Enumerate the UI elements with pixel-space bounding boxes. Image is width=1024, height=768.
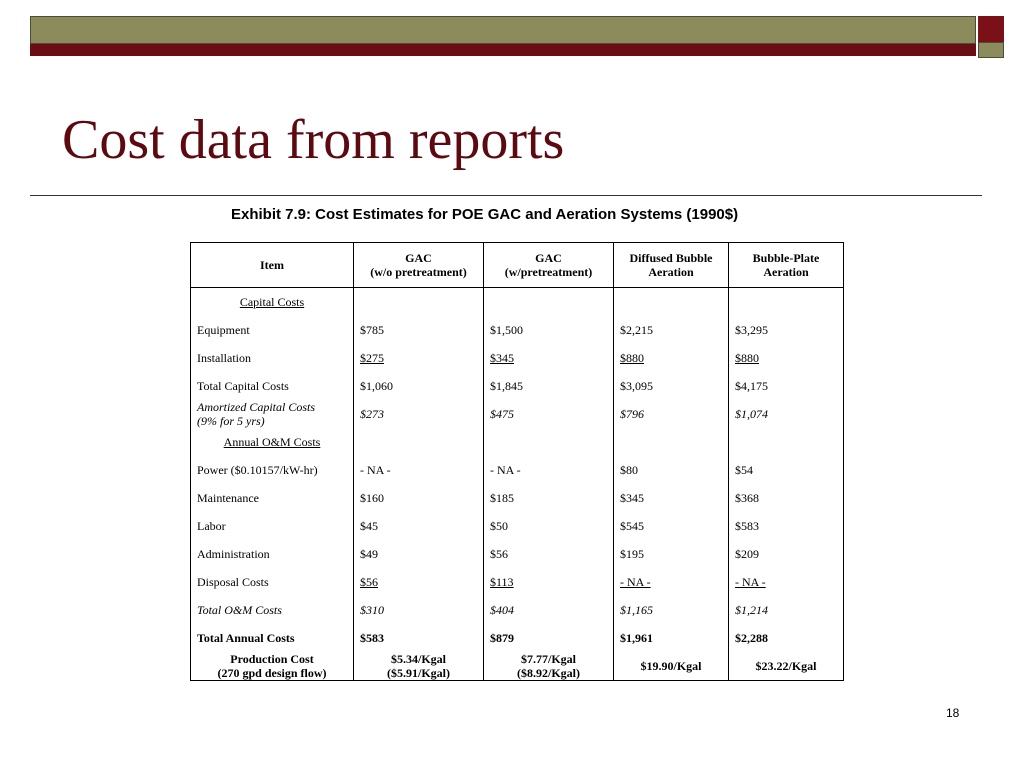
header-gac-w-pretreatment: GAC (w/pretreatment) xyxy=(484,243,614,288)
cell: $1,500 xyxy=(484,316,614,344)
cell: $796 xyxy=(614,400,729,428)
row-label: Administration xyxy=(191,540,354,568)
row-label: Amortized Capital Costs (9% for 5 yrs) xyxy=(191,400,354,428)
cell: - NA - xyxy=(735,574,766,589)
cell: $879 xyxy=(484,624,614,652)
cell: $275 xyxy=(360,350,384,365)
cell: - NA - xyxy=(484,456,614,484)
row-label: Maintenance xyxy=(191,484,354,512)
title-divider xyxy=(30,195,982,196)
cell: $475 xyxy=(484,400,614,428)
table-row-amortized xyxy=(191,400,844,428)
cell: $49 xyxy=(354,540,484,568)
cell: $583 xyxy=(354,624,484,652)
table-row xyxy=(191,540,844,568)
cell: $209 xyxy=(729,540,844,568)
table-row xyxy=(191,344,844,372)
cell: $785 xyxy=(354,316,484,344)
cell: $310 xyxy=(354,596,484,624)
section-row-capital xyxy=(191,288,844,317)
table-header-row xyxy=(191,243,844,288)
cell: $19.90/Kgal xyxy=(614,652,729,681)
cell: $54 xyxy=(729,456,844,484)
row-label: Installation xyxy=(191,344,354,372)
cell: - NA - xyxy=(620,574,651,589)
cost-estimate-table xyxy=(190,242,844,681)
cell: $345 xyxy=(614,484,729,512)
cell: $2,215 xyxy=(614,316,729,344)
cell: $80 xyxy=(614,456,729,484)
corner-olive-square xyxy=(978,42,1004,58)
cell: $45 xyxy=(354,512,484,540)
row-label: Production Cost (270 gpd design flow) xyxy=(191,652,354,681)
cell: $1,074 xyxy=(729,400,844,428)
cell: $3,295 xyxy=(729,316,844,344)
table-row-total-annual xyxy=(191,624,844,652)
corner-red-square xyxy=(978,16,1004,42)
row-label: Disposal Costs xyxy=(191,568,354,596)
table-row-production-cost xyxy=(191,652,844,681)
cell: - NA - xyxy=(354,456,484,484)
header-decoration-bar xyxy=(30,16,976,56)
cell: $345 xyxy=(490,350,514,365)
cell: $273 xyxy=(354,400,484,428)
header-gac-wo-pretreatment: GAC (w/o pretreatment) xyxy=(354,243,484,288)
cell: $1,060 xyxy=(354,372,484,400)
row-label: Labor xyxy=(191,512,354,540)
row-label: Total Annual Costs xyxy=(191,624,354,652)
cell: $2,288 xyxy=(729,624,844,652)
cell: $368 xyxy=(729,484,844,512)
table-row-total-om xyxy=(191,596,844,624)
cell: $50 xyxy=(484,512,614,540)
cell: $160 xyxy=(354,484,484,512)
cell: $113 xyxy=(490,574,514,589)
section-label: Annual O&M Costs xyxy=(191,428,354,456)
table-row xyxy=(191,568,844,596)
table-row xyxy=(191,372,844,400)
row-label: Total O&M Costs xyxy=(191,596,354,624)
cell: $5.34/Kgal ($5.91/Kgal) xyxy=(354,652,484,681)
cell: $1,165 xyxy=(614,596,729,624)
table-row xyxy=(191,456,844,484)
header-item: Item xyxy=(191,243,354,288)
row-label: Total Capital Costs xyxy=(191,372,354,400)
header-red-band xyxy=(30,44,976,56)
table-row xyxy=(191,484,844,512)
cell: $545 xyxy=(614,512,729,540)
exhibit-caption: Exhibit 7.9: Cost Estimates for POE GAC and Aeration Systems (1990$) xyxy=(231,206,739,223)
cell: $185 xyxy=(484,484,614,512)
cell: $23.22/Kgal xyxy=(729,652,844,681)
slide-title: Cost data from reports xyxy=(62,109,565,171)
cell: $404 xyxy=(484,596,614,624)
header-olive-band xyxy=(30,16,976,44)
page-number: 18 xyxy=(946,706,960,720)
cell: $583 xyxy=(729,512,844,540)
cell: $1,961 xyxy=(614,624,729,652)
section-label: Capital Costs xyxy=(191,288,354,317)
cell: $56 xyxy=(360,574,378,589)
cell: $880 xyxy=(620,350,644,365)
cell: $880 xyxy=(735,350,759,365)
row-label: Equipment xyxy=(191,316,354,344)
header-bubble-plate: Bubble-Plate Aeration xyxy=(729,243,844,288)
cell: $1,214 xyxy=(729,596,844,624)
cell: $195 xyxy=(614,540,729,568)
cell: $7.77/Kgal ($8.92/Kgal) xyxy=(484,652,614,681)
header-diffused-bubble: Diffused Bubble Aeration xyxy=(614,243,729,288)
section-row-om xyxy=(191,428,844,456)
cell: $1,845 xyxy=(484,372,614,400)
table-row xyxy=(191,512,844,540)
table-row xyxy=(191,316,844,344)
row-label: Power ($0.10157/kW-hr) xyxy=(191,456,354,484)
cell: $3,095 xyxy=(614,372,729,400)
cell: $56 xyxy=(484,540,614,568)
cell: $4,175 xyxy=(729,372,844,400)
